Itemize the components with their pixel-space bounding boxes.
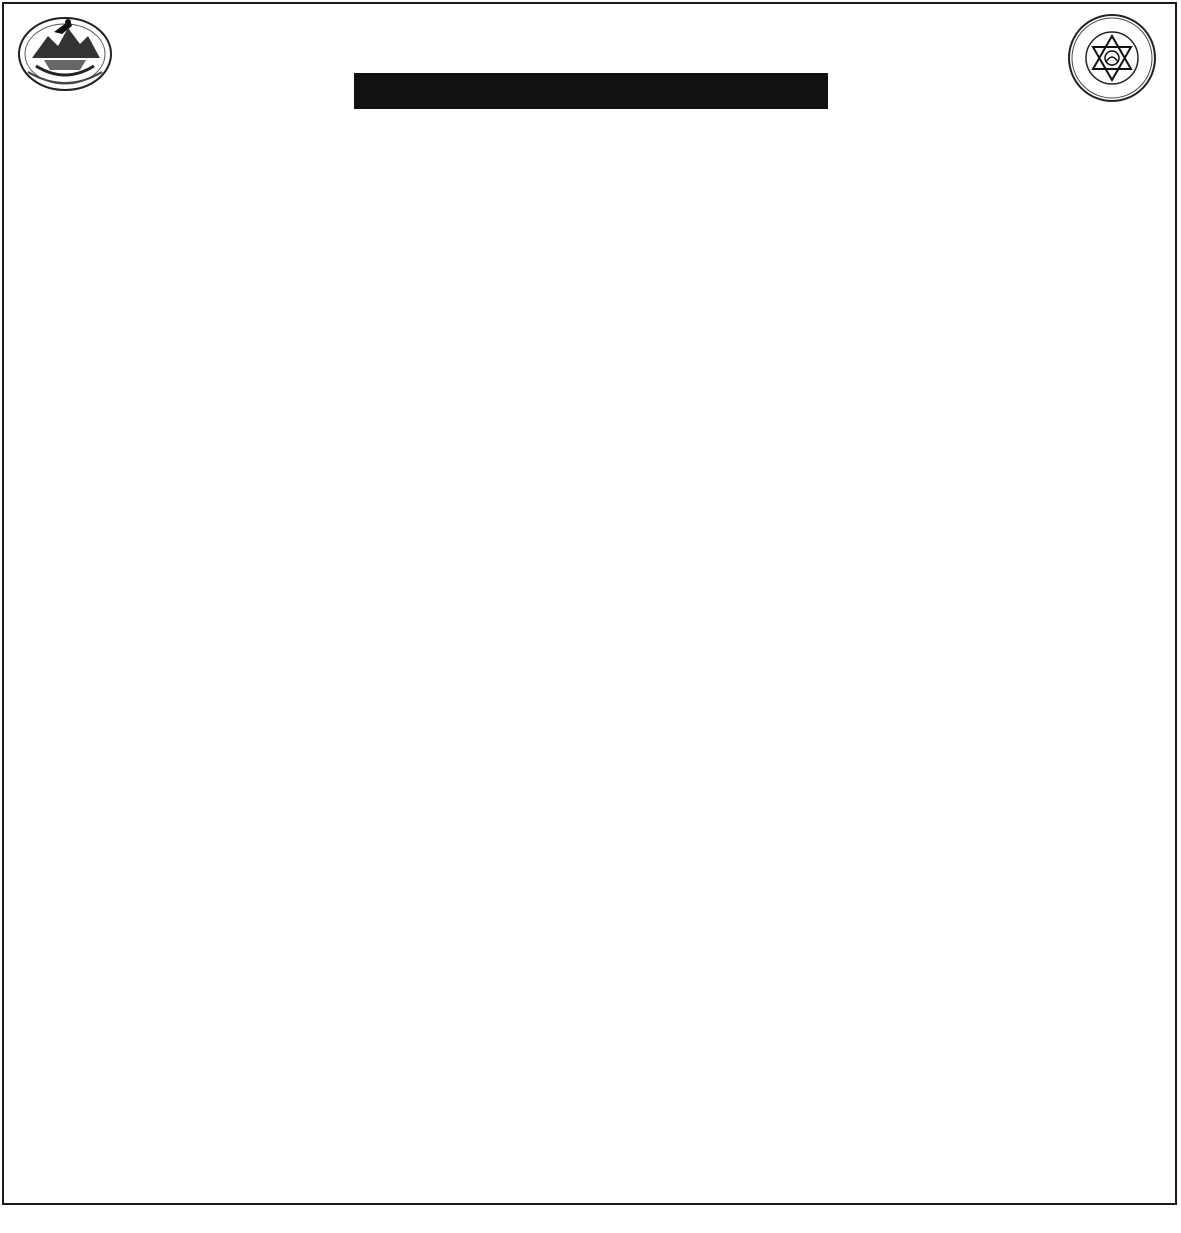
- nepal-government-emblem-icon: [14, 10, 116, 94]
- notice-title: [354, 73, 828, 109]
- notice-border: [2, 2, 1177, 1205]
- gtevta-seal-icon: [1066, 12, 1158, 104]
